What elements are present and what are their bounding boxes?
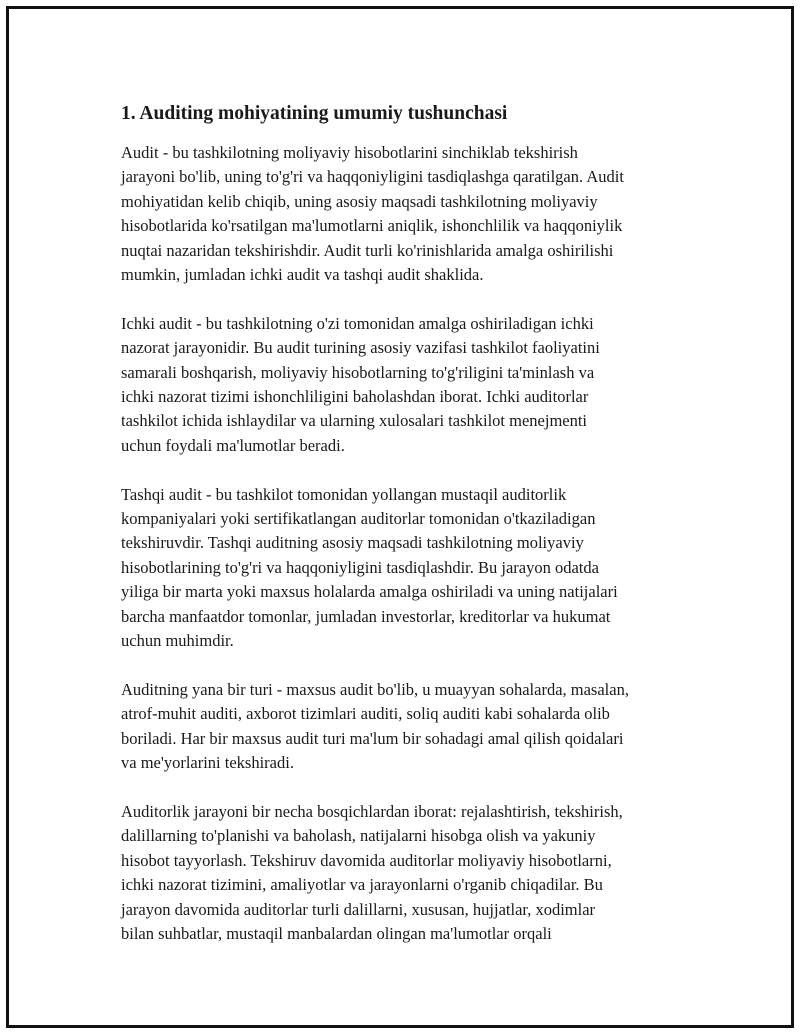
text-line: tashkilot ichida ishlaydilar va ularning xulosalari tashkilot menejmenti (121, 411, 588, 431)
text-line: yiliga bir marta yoki maxsus holalarda amalga oshiriladi va uning natijalari (121, 582, 618, 602)
text-line: jarayoni bo'lib, uning to'g'ri va haqqoniyligini tasdiqlashga qaratilgan. Audit (121, 167, 624, 187)
text-line: va me'yorlarini tekshiradi. (121, 753, 294, 773)
text-line: Auditorlik jarayoni bir necha bosqichlardan iborat: rejalashtirish, tekshirish, (121, 801, 623, 821)
page-frame (6, 6, 794, 1028)
section-heading: 1. Auditing mohiyatining umumiy tushunchasi (121, 103, 508, 124)
text-line: mumkin, jumladan ichki audit va tashqi audit shaklida. (121, 265, 484, 285)
text-line: Audit - bu tashkilotning moliyaviy hisobotlarini sinchiklab tekshirish (121, 143, 578, 162)
paragraph-special-audit (121, 678, 701, 776)
text-line: kompaniyalari yoki sertifikatlangan auditorlar tomonidan o'tkaziladigan (121, 509, 596, 529)
text-line: dalillarning to'planishi va baholash, natijalarni hisobga olish va yakuniy (121, 826, 596, 846)
text-line: uchun muhimdir. (121, 631, 234, 651)
paragraph-audit-definition (121, 141, 701, 287)
paragraph-internal-audit (121, 312, 701, 458)
text-line: hisobotlarida ko'rsatilgan ma'lumotlarni aniqlik, ishonchlilik va haqqoniylik (121, 216, 623, 236)
text-line: uchun foydali ma'lumotlar beradi. (121, 435, 345, 455)
text-line: mohiyatidan kelib chiqib, uning asosiy maqsadi tashkilotning moliyaviy (121, 191, 598, 211)
text-line: Auditning yana bir turi - maxsus audit bo'lib, u muayyan sohalarda, masalan, (121, 679, 629, 699)
text-line: nazorat jarayonidir. Bu audit turining asosiy vazifasi tashkilot faoliyatini (121, 338, 600, 358)
text-line: Tashqi audit - bu tashkilot tomonidan yollangan mustaqil auditorlik (121, 484, 567, 504)
text-line: ichki nazorat tizimi ishonchliligini baholashdan iborat. Ichki auditorlar (121, 387, 589, 407)
document-body (121, 101, 701, 971)
text-line: atrof-muhit auditi, axborot tizimlari auditi, soliq auditi kabi sohalarda olib (121, 704, 610, 724)
text-line: barcha manfaatdor tomonlar, jumladan investorlar, kreditorlar va hukumat (121, 606, 611, 626)
text-line: boriladi. Har bir maxsus audit turi ma'lum bir sohadagi amal qilish qoidalari (121, 728, 624, 748)
text-line: nuqtai nazaridan tekshirishdir. Audit turli ko'rinishlarida amalga oshirilishi (121, 240, 614, 260)
text-line: ichki nazorat tizimini, amaliyotlar va jarayonlarni o'rganib chiqadilar. Bu (121, 875, 603, 895)
text-line: hisobotlarining to'g'ri va haqqoniyligini tasdiqlashdir. Bu jarayon odatda (121, 557, 599, 577)
text-line: samarali boshqarish, moliyaviy hisobotlarning to'g'riligini ta'minlash va (121, 362, 595, 382)
paragraph-external-audit (121, 483, 701, 654)
text-line: hisobot tayyorlash. Tekshiruv davomida auditorlar moliyaviy hisobotlarni, (121, 850, 612, 870)
text-line: jarayon davomida auditorlar turli dalillarni, xususan, hujjatlar, xodimlar (121, 899, 596, 919)
text-line: Ichki audit - bu tashkilotning o'zi tomonidan amalga oshiriladigan ichki (121, 313, 594, 333)
text-line: bilan suhbatlar, mustaqil manbalardan olingan ma'lumotlar orqali (121, 923, 552, 943)
paragraph-audit-process (121, 800, 701, 946)
text-line: tekshiruvdir. Tashqi auditning asosiy maqsadi tashkilotning moliyaviy (121, 533, 584, 553)
